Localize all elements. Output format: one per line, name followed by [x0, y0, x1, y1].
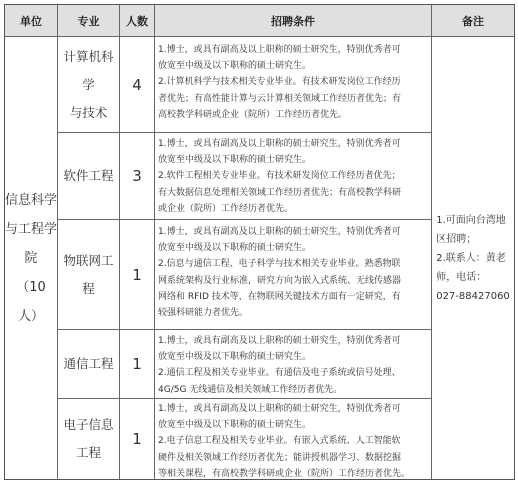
- count-cell: 3: [132, 167, 142, 185]
- count-cell: 1: [132, 265, 142, 284]
- grid-line: [154, 5, 155, 479]
- conditions-cell: 1.博士，或具有副高及以上职称的硕士研究生，特别优秀者可 放宽至中级及以下职称的硕士研究生。 2.电子信息工程及相关专业毕业。有嵌入式系统、人工智能软 硬件及相关领域工作经历者优先；能讲授机器学习、数据挖掘 等相关课程，有高校教学科研或企业（院所）工作经历者优先。: [158, 404, 411, 479]
- major-cell: 电子信息 工程: [63, 417, 114, 460]
- recruitment-table: [4, 4, 515, 480]
- notes-cell: [432, 37, 514, 479]
- count-cell: 1: [132, 355, 142, 373]
- conditions-cell: 1.博士，或具有副高及以上职称的硕士研究生，特别优秀者可 放宽至中级及以下职称的硕士研究生。 2.通信工程及相关专业毕业。有通信及电子系统或信号处理、 4G/5G 无线通信及相关领域工作经历者优先。: [158, 336, 401, 395]
- major-cell: 计算机科 学 与技术: [63, 48, 114, 120]
- unit-name: 信息科学 与工程学 院 （10 人）: [5, 192, 58, 324]
- count-cell: 1: [132, 430, 142, 448]
- header-major: 专业: [77, 14, 100, 28]
- notes-text: 1.可面向台湾地 区招聘； 2.联系人：黄老 师，电话： 027-88427060: [436, 214, 510, 302]
- major-cell: 物联网工 程: [63, 252, 114, 296]
- conditions-cell: 1.博士，或具有副高及以上职称的硕士研究生，特别优秀者可 放宽至中级及以下职称的硕士研究生。 2.软件工程相关专业毕业。有技术研发岗位工作经历者优先； 有大数据信息处理相关领域工作经历者优先；有高校教学科研 或企业（院所）工作经历者优先。: [158, 139, 402, 214]
- header-notes: 备注: [462, 14, 484, 28]
- major-cell: 软件工程: [63, 168, 114, 183]
- major-cell: 通信工程: [63, 356, 114, 371]
- header-count: 人数: [126, 14, 148, 28]
- conditions-cell: 1.博士，或具有副高及以上职称的硕士研究生，特别优秀者可 放宽至中级及以下职称的硕士研究生。 2.计算机科学与技术相关专业毕业。有技术研发岗位工作经历 者优先；有高性能计算与云计算相关领域工作经历者优先；有 高校教学科研或企业（院所）工作经历者优先。: [158, 45, 402, 120]
- header-unit: 单位: [20, 14, 42, 28]
- conditions-cell: 1.博士，或具有副高及以上职称的硕士研究生，特别优秀者可 放宽至中级及以下职称的硕士研究生。 2.信息与通信工程、电子科学与技术相关专业毕业。熟悉物联 网系统架构及行业标准，研究方向为嵌入式系统、无线传感器 网络和 RFID 技术等，在物联网关键技术方面有一定研究，有 较强科研能力者优先。: [158, 227, 402, 319]
- count-cell: 4: [132, 75, 142, 94]
- header-conditions: 招聘条件: [271, 14, 315, 28]
